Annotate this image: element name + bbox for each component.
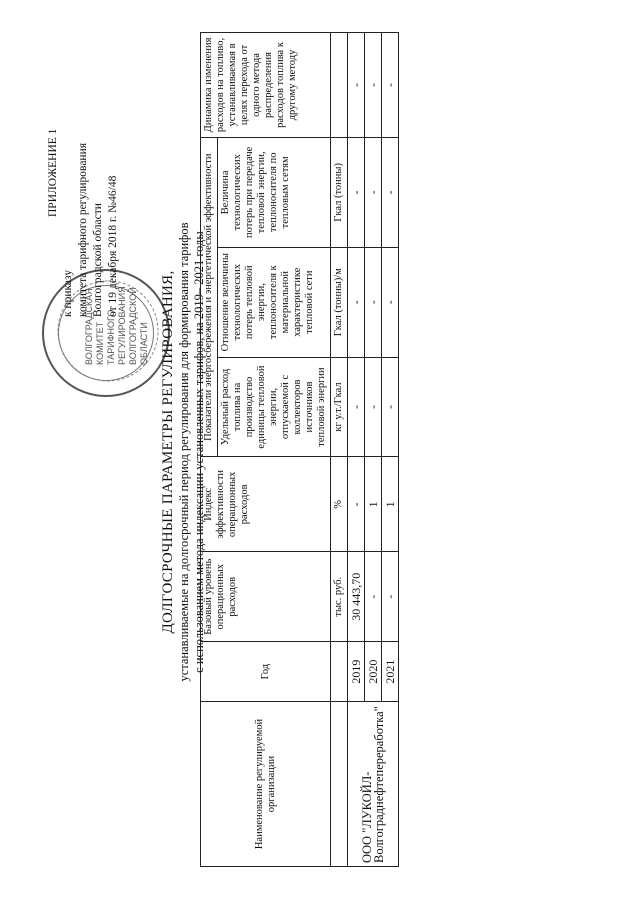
header-index: Индекс эффективности операционных расходов [201,457,331,552]
approval-block [40,47,160,407]
row-loss-ratio: - [348,247,365,357]
seal-line: ОБЛАСТИ [139,322,149,365]
appendix-note [46,57,121,317]
units-cell [331,33,348,138]
unit-base: тыс. руб. [331,552,348,642]
row-loss-value: - [382,137,399,247]
parameters-table [200,32,399,867]
row-year: 2020 [365,642,382,702]
units-row [331,33,348,867]
appendix-line: Волгоградской области [92,203,104,317]
header-fuel-dynamics: Динамика изменения расходов на топливо, устанавливаемая в целях перехода от одного метода распределения расходов топлива к другому методу [201,33,331,138]
seal-line: ТАРИФНОГО [106,309,116,365]
header-base: Базовый уровень операционных расходов [201,552,331,642]
header-org: Наименование регулируемой организации [201,702,331,867]
row-specific-fuel: - [365,357,382,457]
title-heading: ДОЛГОСРОЧНЫЕ ПАРАМЕТРЫ РЕГУЛИРОВАНИЯ, [160,270,176,634]
organization-name: ООО "ЛУКОЙЛ-Волгограднефтепереработка" [348,702,399,867]
row-loss-value: - [348,137,365,247]
row-index: - [348,457,365,552]
row-year: 2021 [382,642,399,702]
header-year: Год [201,642,331,702]
header-row [201,33,218,867]
appendix-line: к приказу [62,269,74,317]
seal-line: КОМИТЕТ [95,321,105,365]
appendix-title: ПРИЛОЖЕНИЕ 1 [47,128,59,217]
row-year: 2019 [348,642,365,702]
row-specific-fuel: - [348,357,365,457]
title-subline: с использованием метода индексации установленных тарифов, на 2019– 2021 годы [192,231,206,673]
row-loss-ratio: - [365,247,382,357]
header-loss-ratio: Отношение величины технологических потерь тепловой энергии, теплоносителя к материальной характеристике тепловой сети [218,247,331,357]
row-index: 1 [365,457,382,552]
seal-line: РЕГУЛИРОВАНИЯ [117,286,127,365]
units-cell [331,702,348,867]
row-specific-fuel: - [382,357,399,457]
row-loss-value: - [365,137,382,247]
header-loss-value: Величина технологических потерь при передаче тепловой энергии, теплоносителя по тепловым сетям [218,137,331,247]
header-specific-fuel: Удельный расход топлива на производство единицы тепловой энергии, отпускаемой с коллекторов источников тепловой энергии [218,357,331,457]
unit-specific-fuel: кг у.т./Гкал [331,357,348,457]
title-subline: устанавливаемые на долгосрочный период регулирования для формирования тарифов [177,222,191,682]
header-energy-group: Показатели энергосбережения и энергетической эффективности [201,137,218,457]
row-base: - [382,552,399,642]
unit-loss-value: Гкал (тонны) [331,137,348,247]
units-cell [331,642,348,702]
row-fuel-dynamics: - [382,33,399,138]
document-page [20,17,620,887]
row-fuel-dynamics: - [348,33,365,138]
row-index: 1 [382,457,399,552]
row-fuel-dynamics: - [365,33,382,138]
seal-line: ВОЛГОГРАДСКОЙ [128,287,138,365]
seal-line: ВОЛГОГРАДСКАЯ [84,288,94,365]
row-loss-ratio: - [382,247,399,357]
unit-loss-ratio: Гкал (тонны)/м [331,247,348,357]
appendix-date: от 19 декабря 2018 г. №46/48 [107,175,119,317]
row-base: 30 443,70 [348,552,365,642]
table-row [348,33,365,867]
appendix-line: комитета тарифного регулирования [77,142,89,317]
unit-index: % [331,457,348,552]
row-base: - [365,552,382,642]
